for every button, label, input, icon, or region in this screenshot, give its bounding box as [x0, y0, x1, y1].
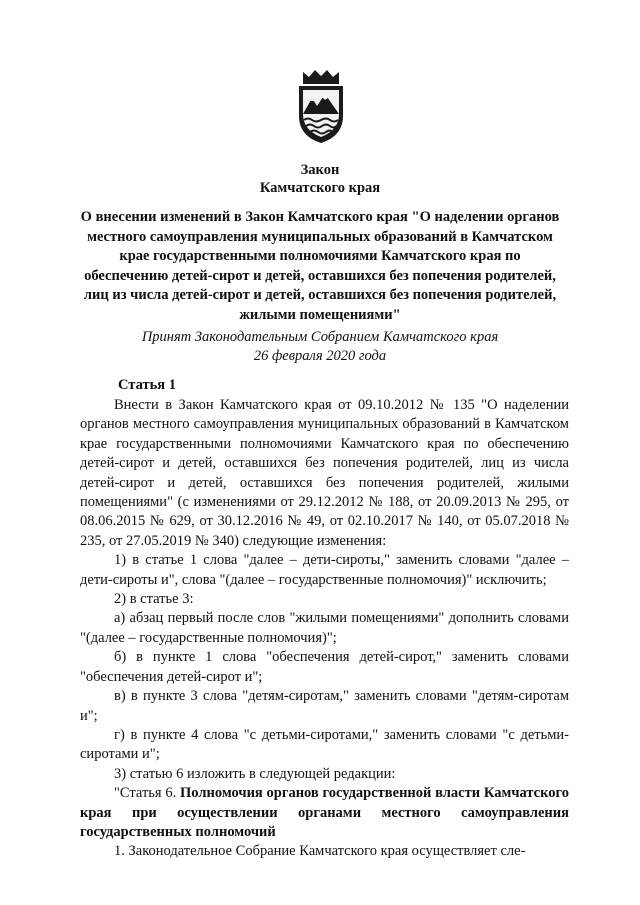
law-heading: О внесении изменений в Закон Камчатского края "О наделении органов местного самоуправления муниципальных образований в Камчатском крае государственными полномочиями Камчатского края по обеспечению детей-сирот и детей, оставшихся без попечения родителей, лиц из числа детей-сирот и детей, оставшихся без попечения родителей, жилыми помещениями": [80, 209, 560, 323]
paragraph-item-2v: в) в пункте 3 слова "детям-сиротам," заменить словами "детям-сиротам и";: [80, 688, 569, 724]
paragraph-item-2: 2) в статье 3:: [114, 591, 194, 608]
adoption-body: Принят Законодательным Собранием Камчатского края: [141, 329, 499, 345]
coat-of-arms-emblem: [295, 70, 347, 144]
adoption-note: [60, 328, 580, 366]
law-title: Закон: [300, 162, 340, 178]
paragraph-item-3: 3) статью 6 изложить в следующей редакции:: [114, 765, 396, 782]
article-body: [80, 396, 569, 862]
paragraph-item-1: 1) в статье 1 слова "далее – дети-сироты," заменить словами "далее – дети-сироты и", слова "(далее – государственные полномочия)" исключить;: [80, 552, 569, 588]
adoption-date: 26 февраля 2020 года: [253, 348, 387, 364]
paragraph-item-2a: а) абзац первый после слов "жилыми помещениями" дополнить словами "(далее – государственные полномочия)";: [80, 610, 569, 646]
quote-prefix: "Статья 6.: [114, 785, 181, 802]
paragraph-article-6-point-1: 1. Законодательное Собрание Камчатского края осуществляет сле-: [114, 843, 526, 860]
quoted-article-6: [80, 784, 569, 842]
law-region: Камчатского края: [259, 180, 381, 196]
paragraph-item-2b: б) в пункте 1 слова "обеспечения детей-сирот," заменить словами "обеспечения детей-сирот и";: [80, 649, 569, 685]
article-title: Статья 1: [118, 377, 176, 393]
paragraph-intro: Внести в Закон Камчатского края от 09.10.2012 № 135 "О наделении органов местного самоуправления муниципальных образований в Камчатском крае государственными полномочиями Камчатского края по обеспечению детей-сирот и детей, оставшихся без попечения родителей, лиц из числа детей-сирот и детей, оставшихся без попечения родителей, жилыми помещениями" (с изменениями от 29.12.2012 № 188, от 20.09.2013 № 295, от 08.06.2015 № 629, от 30.12.2016 № 49, от 02.10.2017 № 140, от 05.07.2018 № 235, от 27.05.2019 № 340) следующие изменения:: [80, 397, 569, 549]
quote-article-heading: Полномочия органов государственной власти Камчатского края при осуществлении органами местного самоуправления государственных полномочий: [80, 785, 569, 840]
paragraph-item-2g: г) в пункте 4 слова "с детьми-сиротами," заменить словами "с детьми-сиротами и";: [80, 726, 569, 763]
